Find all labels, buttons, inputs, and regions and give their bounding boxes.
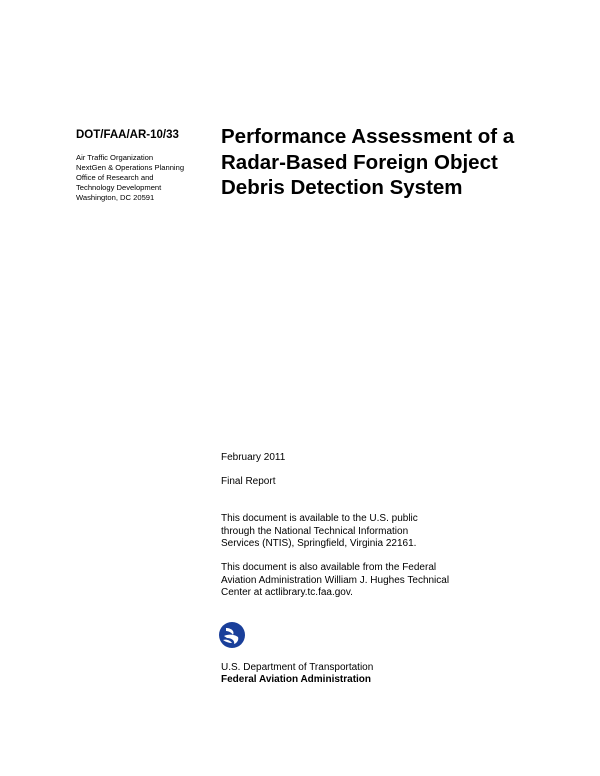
organization-block — [76, 153, 184, 203]
ntis-availability — [221, 513, 418, 551]
faa-line: Center at actlibrary.tc.faa.gov. — [221, 587, 353, 598]
organization-line: Washington, DC 20591 — [76, 193, 155, 202]
dot-logo-icon — [219, 622, 245, 648]
faa-line: Aviation Administration William J. Hughes Technical — [221, 574, 450, 586]
title-line: Debris Detection System — [221, 176, 463, 199]
ntis-line: Services (NTIS), Springfield, Virginia 22161. — [221, 538, 417, 549]
faa-availability — [221, 562, 449, 600]
department-name: U.S. Department of Transportation — [221, 662, 374, 673]
report-number: DOT/FAA/AR-10/33 — [76, 129, 179, 141]
report-date: February 2011 — [221, 452, 286, 463]
organization-line: Air Traffic Organization — [76, 153, 154, 162]
ntis-line: This document is available to the U.S. public — [221, 513, 418, 524]
ntis-line: through the National Technical Information — [221, 525, 409, 537]
faa-line: This document is also available from the Federal — [221, 562, 437, 573]
organization-line: NextGen & Operations Planning — [76, 163, 185, 172]
agency-name: Federal Aviation Administration — [221, 674, 372, 685]
organization-line: Technology Development — [76, 183, 162, 192]
report-type: Final Report — [221, 476, 276, 487]
title-line: Radar-Based Foreign Object — [221, 150, 498, 174]
title-line: Performance Assessment of a — [221, 125, 515, 148]
organization-line: Office of Research and — [76, 173, 154, 182]
report-title — [221, 124, 561, 201]
